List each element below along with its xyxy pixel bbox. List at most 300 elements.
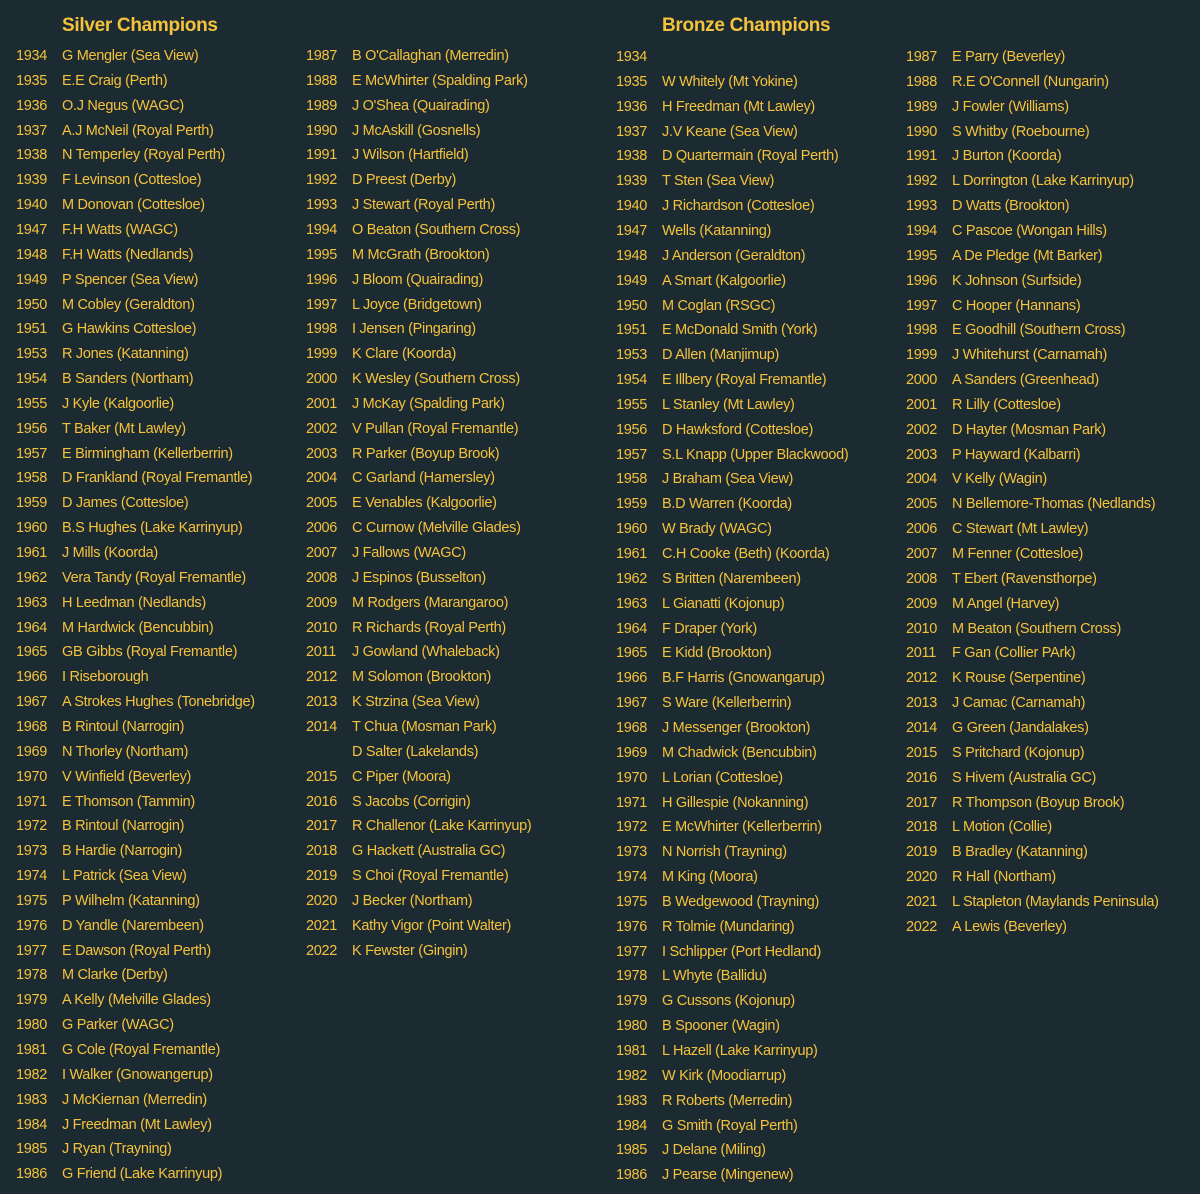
year: 2009 bbox=[306, 594, 338, 611]
year: 1976 bbox=[16, 917, 48, 934]
year: 1951 bbox=[616, 322, 648, 339]
champion-name: V Pullan (Royal Fremantle) bbox=[352, 420, 519, 437]
year: 1965 bbox=[16, 644, 48, 661]
champion-name: A Sanders (Greenhead) bbox=[952, 372, 1099, 389]
year: 2017 bbox=[306, 818, 338, 835]
year: 1982 bbox=[616, 1067, 648, 1084]
champion-name: E Dawson (Royal Perth) bbox=[62, 942, 211, 959]
year: 1937 bbox=[616, 123, 648, 140]
year: 1957 bbox=[616, 446, 648, 463]
champion-name: M Solomon (Brookton) bbox=[352, 669, 492, 686]
champion-name: J Fallows (WAGC) bbox=[352, 545, 466, 561]
champion-name: O Beaton (Southern Cross) bbox=[352, 221, 521, 238]
champion-name: F.H Watts (Nedlands) bbox=[62, 246, 194, 263]
champion-name: I Schlipper (Port Hedland) bbox=[662, 943, 822, 960]
champion-name: J.V Keane (Sea View) bbox=[662, 123, 798, 140]
year: 2000 bbox=[306, 371, 338, 388]
champion-name: J Braham (Sea View) bbox=[662, 471, 794, 488]
year: 1981 bbox=[616, 1043, 648, 1059]
champion-name: B Rintoul (Narrogin) bbox=[62, 818, 185, 835]
year: 1987 bbox=[306, 48, 338, 64]
year: 2005 bbox=[906, 496, 938, 513]
year: 1955 bbox=[616, 396, 648, 413]
champion-name: P Spencer (Sea View) bbox=[62, 271, 199, 288]
year: 1972 bbox=[616, 819, 648, 836]
year: 1979 bbox=[16, 992, 48, 1009]
champion-name: C Stewart (Mt Lawley) bbox=[952, 521, 1089, 538]
year: 1986 bbox=[616, 1167, 648, 1184]
year: 1990 bbox=[306, 122, 338, 139]
champion-name: J Fowler (Williams) bbox=[952, 98, 1069, 115]
year: 1934 bbox=[16, 48, 48, 64]
year: 1936 bbox=[16, 97, 48, 114]
champion-name: M Beaton (Southern Cross) bbox=[952, 620, 1121, 637]
champion-name: T Baker (Mt Lawley) bbox=[62, 420, 186, 437]
year: 2006 bbox=[906, 521, 938, 538]
year: 1953 bbox=[16, 346, 48, 363]
year: 2013 bbox=[306, 694, 338, 711]
champion-name: D Quartermain (Royal Perth) bbox=[662, 148, 839, 165]
champion-name: C Garland (Hamersley) bbox=[352, 470, 495, 487]
champion-name: J Burton (Koorda) bbox=[952, 148, 1062, 165]
year: 1959 bbox=[616, 496, 648, 513]
champion-name: B.F Harris (Gnowangarup) bbox=[662, 670, 825, 687]
year: 1974 bbox=[616, 869, 648, 886]
year: 1961 bbox=[16, 545, 48, 561]
champion-name: J McKiernan (Merredin) bbox=[62, 1091, 207, 1108]
year: 1985 bbox=[616, 1142, 648, 1159]
champion-name: J Bloom (Quairading) bbox=[352, 271, 483, 288]
champion-name: L Patrick (Sea View) bbox=[62, 868, 187, 885]
champion-name: M King (Moora) bbox=[662, 869, 758, 886]
year: 2004 bbox=[306, 470, 338, 487]
champion-name: C Pascoe (Wongan Hills) bbox=[952, 222, 1107, 239]
champion-name: E Parry (Beverley) bbox=[952, 49, 1066, 65]
year: 2016 bbox=[306, 793, 338, 810]
year: 2012 bbox=[306, 669, 338, 686]
champion-name: S Pritchard (Kojonup) bbox=[952, 744, 1085, 761]
champion-name: G Mengler (Sea View) bbox=[62, 48, 199, 64]
year: 1956 bbox=[16, 420, 48, 437]
champion-name: J Mills (Koorda) bbox=[62, 545, 158, 561]
year: 1973 bbox=[16, 843, 48, 860]
champion-name: B Hardie (Narrogin) bbox=[62, 843, 183, 860]
champion-name: L Joyce (Bridgetown) bbox=[352, 296, 482, 313]
silver-champions-title: Silver Champions bbox=[62, 15, 218, 36]
champion-name: S Choi (Royal Fremantle) bbox=[352, 868, 509, 885]
year: 1964 bbox=[16, 619, 48, 636]
champion-name: K Fewster (Gingin) bbox=[352, 942, 468, 959]
year: 1953 bbox=[616, 347, 648, 364]
year: 2008 bbox=[306, 569, 338, 586]
year: 1967 bbox=[616, 695, 648, 712]
champion-name: B Rintoul (Narrogin) bbox=[62, 718, 185, 735]
year: 1984 bbox=[616, 1117, 648, 1134]
year: 1991 bbox=[306, 147, 338, 164]
year: 2006 bbox=[306, 520, 338, 537]
year: 1963 bbox=[16, 594, 48, 611]
champion-name: G Parker (WAGC) bbox=[62, 1017, 174, 1034]
champion-name: C.H Cooke (Beth) (Koorda) bbox=[662, 546, 830, 562]
champion-name: G Hackett (Australia GC) bbox=[352, 843, 506, 860]
champion-name: K Johnson (Surfside) bbox=[952, 272, 1082, 289]
champion-name: L Dorrington (Lake Karrinyup) bbox=[952, 173, 1134, 190]
champion-name: E Illbery (Royal Fremantle) bbox=[662, 372, 827, 389]
year: 2022 bbox=[306, 942, 338, 959]
year: 1975 bbox=[616, 893, 648, 910]
champion-name: S.L Knapp (Upper Blackwood) bbox=[662, 446, 849, 463]
year: 1998 bbox=[906, 322, 938, 339]
year: 1976 bbox=[616, 918, 648, 935]
year: 1962 bbox=[616, 570, 648, 587]
champion-name: M Cobley (Geraldton) bbox=[62, 296, 195, 313]
champion-name: L Stapleton (Maylands Peninsula) bbox=[952, 893, 1159, 910]
champion-name: V Kelly (Wagin) bbox=[952, 471, 1047, 488]
year: 1939 bbox=[16, 172, 48, 189]
champion-name: D Hawksford (Cottesloe) bbox=[662, 421, 814, 438]
champion-name: C Curnow (Melville Glades) bbox=[352, 520, 521, 537]
year: 1980 bbox=[16, 1017, 48, 1034]
champion-name: G Green (Jandalakes) bbox=[952, 719, 1089, 736]
year: 1997 bbox=[906, 297, 938, 314]
year: 1983 bbox=[16, 1091, 48, 1108]
year: 1998 bbox=[306, 321, 338, 338]
champion-name: J O'Shea (Quairading) bbox=[352, 97, 490, 114]
year: 1963 bbox=[616, 595, 648, 612]
year: 1950 bbox=[616, 297, 648, 314]
champion-name: S Whitby (Roebourne) bbox=[952, 123, 1090, 140]
champion-name: D James (Cottesloe) bbox=[62, 495, 189, 512]
champion-name: A Kelly (Melville Glades) bbox=[62, 992, 211, 1009]
year: 1951 bbox=[16, 321, 48, 338]
champion-name: M Coglan (RSGC) bbox=[662, 297, 776, 314]
champion-name: E Goodhill (Southern Cross) bbox=[952, 322, 1126, 339]
year: 1983 bbox=[616, 1092, 648, 1109]
champion-name: G Friend (Lake Karrinyup) bbox=[62, 1166, 223, 1183]
year: 1984 bbox=[16, 1116, 48, 1133]
year: 1993 bbox=[906, 198, 938, 215]
champion-name: B Spooner (Wagin) bbox=[662, 1018, 780, 1035]
champion-name: T Ebert (Ravensthorpe) bbox=[952, 570, 1097, 587]
champion-name: N Bellemore-Thomas (Nedlands) bbox=[952, 496, 1156, 513]
year: 1950 bbox=[16, 296, 48, 313]
year: 1975 bbox=[16, 892, 48, 909]
year: 1995 bbox=[306, 246, 338, 263]
year: 1955 bbox=[16, 395, 48, 412]
year: 1969 bbox=[16, 743, 48, 760]
champion-name: E Birmingham (Kellerberrin) bbox=[62, 445, 233, 462]
year: 1970 bbox=[16, 768, 48, 785]
champion-name: J Camac (Carnamah) bbox=[952, 695, 1086, 712]
year: 1938 bbox=[616, 148, 648, 165]
champion-name: F Draper (York) bbox=[662, 620, 757, 637]
year: 2019 bbox=[306, 868, 338, 885]
year: 2018 bbox=[906, 819, 938, 836]
year: 1958 bbox=[616, 471, 648, 488]
champion-name: P Hayward (Kalbarri) bbox=[952, 446, 1081, 463]
year: 1999 bbox=[306, 346, 338, 363]
champion-name: E McWhirter (Kellerberrin) bbox=[662, 819, 822, 836]
champion-name: C Piper (Moora) bbox=[352, 768, 451, 785]
champion-name: F.H Watts (WAGC) bbox=[62, 221, 178, 238]
champion-name: T Sten (Sea View) bbox=[662, 173, 775, 190]
year: 1994 bbox=[906, 222, 938, 239]
year: 2020 bbox=[906, 869, 938, 886]
champion-name: J Gowland (Whaleback) bbox=[352, 644, 500, 661]
year: 1970 bbox=[616, 769, 648, 786]
champion-name: A Smart (Kalgoorlie) bbox=[662, 272, 786, 289]
champion-name: M Rodgers (Marangaroo) bbox=[352, 594, 509, 611]
year: 1961 bbox=[616, 546, 648, 562]
year: 1966 bbox=[16, 669, 48, 686]
champion-name: N Thorley (Northam) bbox=[62, 743, 189, 760]
champion-name: B.S Hughes (Lake Karrinyup) bbox=[62, 520, 243, 537]
year: 1982 bbox=[16, 1066, 48, 1083]
year: 2001 bbox=[306, 395, 338, 412]
year: 2003 bbox=[906, 446, 938, 463]
champion-name: R Roberts (Merredin) bbox=[662, 1092, 793, 1109]
champion-name: Vera Tandy (Royal Fremantle) bbox=[62, 569, 246, 586]
champion-name: S Britten (Narembeen) bbox=[662, 570, 801, 587]
year: 1981 bbox=[16, 1042, 48, 1058]
champion-name: J Kyle (Kalgoorlie) bbox=[62, 395, 174, 412]
champion-name: E Thomson (Tammin) bbox=[62, 793, 195, 810]
year: 2007 bbox=[306, 545, 338, 561]
year: 1972 bbox=[16, 818, 48, 835]
champion-name: I Walker (Gnowangerup) bbox=[62, 1066, 213, 1083]
champion-name: B Wedgewood (Trayning) bbox=[662, 893, 820, 910]
year: 1977 bbox=[16, 942, 48, 959]
year: 2004 bbox=[906, 471, 938, 488]
champion-name: J Espinos (Busselton) bbox=[352, 569, 486, 586]
champion-name: W Whitely (Mt Yokine) bbox=[662, 73, 798, 90]
champion-name: E McDonald Smith (York) bbox=[662, 322, 818, 339]
year: 1987 bbox=[906, 49, 938, 65]
year: 1935 bbox=[16, 72, 48, 89]
year: 1938 bbox=[16, 147, 48, 164]
year: 2005 bbox=[306, 495, 338, 512]
year: 1968 bbox=[16, 718, 48, 735]
champion-name: S Ware (Kellerberrin) bbox=[662, 695, 792, 712]
champion-name: W Brady (WAGC) bbox=[662, 521, 772, 538]
champion-name: W Kirk (Moodiarrup) bbox=[662, 1067, 787, 1084]
champion-name: M Clarke (Derby) bbox=[62, 967, 168, 984]
year: 1947 bbox=[16, 221, 48, 238]
year: 1966 bbox=[616, 670, 648, 687]
year: 2014 bbox=[906, 719, 938, 736]
year: 1994 bbox=[306, 221, 338, 238]
champion-name: R Hall (Northam) bbox=[952, 869, 1056, 886]
year: 1967 bbox=[16, 694, 48, 711]
champion-name: S Jacobs (Corrigin) bbox=[352, 793, 471, 810]
year: 1948 bbox=[616, 247, 648, 264]
year: 1956 bbox=[616, 421, 648, 438]
champion-name: R Parker (Boyup Brook) bbox=[352, 445, 500, 462]
year: 1936 bbox=[616, 98, 648, 115]
year: 1960 bbox=[616, 521, 648, 538]
year: 2002 bbox=[306, 420, 338, 437]
champion-name: Wells (Katanning) bbox=[662, 222, 772, 239]
year: 2020 bbox=[306, 892, 338, 909]
year: 1937 bbox=[16, 122, 48, 139]
year: 1965 bbox=[616, 645, 648, 662]
champion-name: L Gianatti (Kojonup) bbox=[662, 595, 785, 612]
year: 2011 bbox=[306, 644, 336, 661]
champion-name: S Hivem (Australia GC) bbox=[952, 769, 1097, 786]
year: 1948 bbox=[16, 246, 48, 263]
champion-name: B Bradley (Katanning) bbox=[952, 844, 1088, 861]
year: 2017 bbox=[906, 794, 938, 811]
champion-name: J Ryan (Trayning) bbox=[62, 1141, 172, 1158]
year: 1990 bbox=[906, 123, 938, 140]
champion-name: H Leedman (Nedlands) bbox=[62, 594, 206, 611]
champion-name: L Stanley (Mt Lawley) bbox=[662, 396, 795, 413]
champion-name: G Hawkins Cottesloe) bbox=[62, 321, 197, 338]
year: 2007 bbox=[906, 546, 938, 562]
year: 1980 bbox=[616, 1018, 648, 1035]
champion-name: H Freedman (Mt Lawley) bbox=[662, 98, 815, 115]
champion-name: V Winfield (Beverley) bbox=[62, 768, 192, 785]
year: 1989 bbox=[906, 98, 938, 115]
champion-name: R Tolmie (Mundaring) bbox=[662, 918, 795, 935]
champion-name: D Frankland (Royal Fremantle) bbox=[62, 470, 253, 487]
champion-name: J Whitehurst (Carnamah) bbox=[952, 347, 1108, 364]
champion-name: M Angel (Harvey) bbox=[952, 595, 1060, 612]
champion-name: M Hardwick (Bencubbin) bbox=[62, 619, 214, 636]
champion-name: A Lewis (Beverley) bbox=[952, 918, 1067, 935]
champion-name: K Strzina (Sea View) bbox=[352, 694, 480, 711]
year: 2010 bbox=[306, 619, 338, 636]
year: 2003 bbox=[306, 445, 338, 462]
year: 1989 bbox=[306, 97, 338, 114]
champion-name: N Norrish (Trayning) bbox=[662, 844, 787, 861]
year: 1996 bbox=[306, 271, 338, 288]
champion-name: D Salter (Lakelands) bbox=[352, 743, 479, 760]
year: 1940 bbox=[616, 198, 648, 215]
champion-name: G Cussons (Kojonup) bbox=[662, 993, 795, 1010]
year: 1968 bbox=[616, 719, 648, 736]
champion-name: I Jensen (Pingaring) bbox=[352, 321, 476, 338]
champion-name: L Whyte (Ballidu) bbox=[662, 968, 767, 985]
year: 2011 bbox=[906, 645, 936, 662]
year: 1947 bbox=[616, 222, 648, 239]
year: 1992 bbox=[906, 173, 938, 190]
champion-name: M Fenner (Cottesloe) bbox=[952, 546, 1083, 562]
champion-name: GB Gibbs (Royal Fremantle) bbox=[62, 644, 238, 661]
year: 1958 bbox=[16, 470, 48, 487]
champion-name: E.E Craig (Perth) bbox=[62, 72, 168, 89]
year: 1954 bbox=[16, 371, 48, 388]
year: 2002 bbox=[906, 421, 938, 438]
champion-name: K Wesley (Southern Cross) bbox=[352, 371, 520, 388]
year: 1964 bbox=[616, 620, 648, 637]
champion-name: E Kidd (Brookton) bbox=[662, 645, 772, 662]
year: 2019 bbox=[906, 844, 938, 861]
year: 1949 bbox=[616, 272, 648, 289]
champion-name: M Chadwick (Bencubbin) bbox=[662, 744, 817, 761]
year: 1979 bbox=[616, 993, 648, 1010]
year: 1997 bbox=[306, 296, 338, 313]
year: 1986 bbox=[16, 1166, 48, 1183]
champion-name: K Rouse (Serpentine) bbox=[952, 670, 1086, 687]
year: 1959 bbox=[16, 495, 48, 512]
champion-name: J Wilson (Hartfield) bbox=[352, 147, 469, 164]
champion-name: G Smith (Royal Perth) bbox=[662, 1117, 798, 1134]
year: 1973 bbox=[616, 844, 648, 861]
year: 2015 bbox=[306, 768, 338, 785]
year: 1974 bbox=[16, 868, 48, 885]
year: 1949 bbox=[16, 271, 48, 288]
champion-name: J Messenger (Brookton) bbox=[662, 719, 811, 736]
champion-name: J Becker (Northam) bbox=[352, 892, 473, 909]
year: 1993 bbox=[306, 197, 338, 214]
year: 2021 bbox=[906, 893, 938, 910]
champion-name: R Lilly (Cottesloe) bbox=[952, 396, 1061, 413]
champion-name: R Jones (Katanning) bbox=[62, 346, 189, 363]
champion-name: D Watts (Brookton) bbox=[952, 198, 1070, 215]
year: 1988 bbox=[906, 73, 938, 90]
champion-name: L Lorian (Cottesloe) bbox=[662, 769, 783, 786]
year: 1991 bbox=[906, 148, 938, 165]
year: 2013 bbox=[906, 695, 938, 712]
year: 1988 bbox=[306, 72, 338, 89]
year: 1996 bbox=[906, 272, 938, 289]
champion-name: D Yandle (Narembeen) bbox=[62, 917, 204, 934]
champion-name: T Chua (Mosman Park) bbox=[352, 718, 497, 735]
year: 1962 bbox=[16, 569, 48, 586]
year: 1985 bbox=[16, 1141, 48, 1158]
year: 1935 bbox=[616, 73, 648, 90]
champion-name: J McKay (Spalding Park) bbox=[352, 395, 505, 412]
champion-name: G Cole (Royal Fremantle) bbox=[62, 1042, 220, 1058]
year: 2022 bbox=[906, 918, 938, 935]
champion-name: M McGrath (Brookton) bbox=[352, 246, 490, 263]
champion-name: B O'Callaghan (Merredin) bbox=[352, 48, 509, 64]
champion-name: B Sanders (Northam) bbox=[62, 371, 194, 388]
year: 1971 bbox=[16, 793, 48, 810]
year: 1978 bbox=[616, 968, 648, 985]
champion-name: M Donovan (Cottesloe) bbox=[62, 197, 205, 214]
year: 1969 bbox=[616, 744, 648, 761]
champion-name: R Thompson (Boyup Brook) bbox=[952, 794, 1125, 811]
champion-name: J Delane (Miling) bbox=[662, 1142, 766, 1159]
year: 1978 bbox=[16, 967, 48, 984]
champion-name: J Freedman (Mt Lawley) bbox=[62, 1116, 212, 1133]
year: 1992 bbox=[306, 172, 338, 189]
year: 1954 bbox=[616, 372, 648, 389]
champion-name: D Allen (Manjimup) bbox=[662, 347, 780, 364]
year: 1977 bbox=[616, 943, 648, 960]
champion-name: J Richardson (Cottesloe) bbox=[662, 198, 815, 215]
year: 2018 bbox=[306, 843, 338, 860]
year: 2010 bbox=[906, 620, 938, 637]
year: 2016 bbox=[906, 769, 938, 786]
champion-name: J McAskill (Gosnells) bbox=[352, 122, 481, 139]
champion-name: O.J Negus (WAGC) bbox=[62, 97, 184, 114]
year: 2012 bbox=[906, 670, 938, 687]
year: 1999 bbox=[906, 347, 938, 364]
year: 1934 bbox=[616, 49, 648, 65]
champion-name: C Hooper (Hannans) bbox=[952, 297, 1081, 314]
year: 2014 bbox=[306, 718, 338, 735]
champion-name: J Stewart (Royal Perth) bbox=[352, 197, 495, 214]
champion-name: F Levinson (Cottesloe) bbox=[62, 172, 202, 189]
year: 2008 bbox=[906, 570, 938, 587]
champion-name: R.E O'Connell (Nungarin) bbox=[952, 73, 1109, 90]
champion-name: F Gan (Collier PArk) bbox=[952, 645, 1076, 662]
year: 1940 bbox=[16, 197, 48, 214]
champion-name: B.D Warren (Koorda) bbox=[662, 496, 792, 513]
